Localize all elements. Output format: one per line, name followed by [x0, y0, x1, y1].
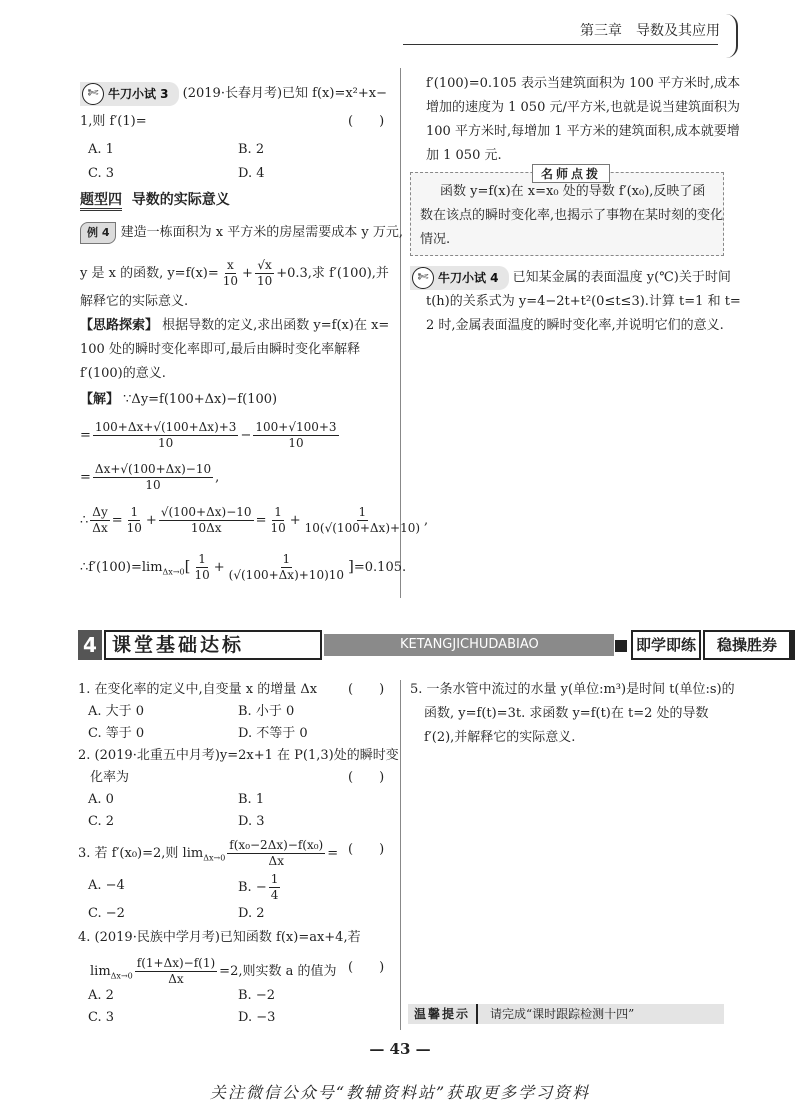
right-text-line1: f′(100)=0.105 表示当建筑面积为 100 平方米时,成本 [426, 76, 741, 91]
q2-option-d: D. 3 [238, 814, 265, 829]
solution-line1: 【解】 ∵Δy=f(100+Δx)−f(100) [80, 392, 278, 407]
idea-line3: f′(100)的意义. [80, 366, 166, 381]
column-divider-lower [400, 680, 401, 1030]
tip-line2: 数在该点的瞬时变化率,也揭示了事物在某时刻的变化 [420, 208, 724, 223]
right-text-line3: 100 平方米时,每增加 1 平方米的建筑面积,成本就要增 [426, 124, 740, 139]
q3-option-d: D. 2 [238, 906, 265, 921]
idea-line2: 100 处的瞬时变化率即可,最后由瞬时变化率解释 [80, 342, 361, 357]
q4-option-c: C. 3 [88, 1010, 115, 1025]
q2-option-b: B. 1 [238, 792, 265, 807]
q4-stem-line2: $\lim_{\Delta x\to 0}$ $\frac{f(1+\Delta x)-f(1)}{\Delta x}$ =2,则实数 a 的值为 [90, 956, 337, 986]
reminder-label: 温馨提示 [408, 1004, 478, 1024]
header-rule [403, 44, 718, 45]
q3-paren: ( ) [348, 842, 385, 857]
option-c: C. 3 [88, 166, 115, 181]
q4-option-d: D. −3 [238, 1010, 276, 1025]
solution-line4: ∴ $\frac{\Delta y}{\Delta x}$ = $\frac{1}{10}$ + $\frac{√(100+\Delta x)-10}{10\Delta x}$ = $\frac{1}{10}$ + $\frac{1}{10(√(100+\Delta x)+10)}$ , [80, 505, 429, 535]
q4-paren: ( ) [348, 960, 385, 975]
banner-square-icon [615, 640, 627, 652]
q1-paren: ( ) [348, 682, 385, 697]
q4-option-a: A. 2 [88, 988, 114, 1003]
banner-slogan-2: 稳操胜券 [703, 630, 795, 660]
try4-tag: ✄ 牛刀小试 4 [410, 266, 509, 290]
banner-pinyin: KETANGJICHUDABIAO [324, 634, 614, 656]
q3-stem: 3. 若 f′(x₀)=2,则 $\lim_{\Delta x\to 0}$ $\frac{\text{f(x₀−2Δx)−f(x₀)}}{\Delta x}$ = [78, 838, 339, 868]
q4-stem-line1: 4. (2019·民族中学月考)已知函数 f(x)=ax+4,若 [78, 930, 361, 945]
try4-line2: t(h)的关系式为 y=4−2t+t²(0≤t≤3).计算 t=1 和 t= [426, 294, 741, 309]
q5-stem-line3: f′(2),并解释它的实际意义. [424, 730, 576, 745]
try4-line1: ✄ 牛刀小试 4 已知某金属的表面温度 y(℃)关于时间 [410, 266, 731, 290]
try3-line1: ✄ 牛刀小试 3 (2019·长春月考)已知 f(x)=x²+x− [80, 82, 387, 106]
q2-option-a: A. 0 [88, 792, 114, 807]
reminder-text: 请完成“课时跟踪检测十四” [490, 1007, 635, 1021]
q1-option-b: B. 小于 0 [238, 704, 295, 719]
knife-icon: ✄ [412, 267, 434, 289]
example-tag: 例 4 [80, 222, 116, 244]
q3-option-b: B. − $\frac{1}{4}$ [238, 872, 279, 902]
footer-watermark: 关注微信公众号“教辅资料站”获取更多学习资料 [209, 1083, 591, 1102]
q1-option-c: C. 等于 0 [88, 726, 145, 741]
try3-line2: 1,则 f′(1)= [80, 114, 147, 129]
banner-number: 4 [78, 630, 102, 660]
q5-stem-line1: 5. 一条水管中流过的水量 y(单位:m³)是时间 t(单位:s)的 [410, 682, 735, 697]
header-curl-ornament [726, 14, 738, 58]
solution-line5: $\therefore f'(100)=\lim_{\Delta x\to 0}$[ $\frac{1}{10}$ + $\frac{1}{(√(100+\Delta x)+10)10}$ ]=0.105. [80, 552, 407, 582]
solution-line3: = $\frac{\Delta x+√(100+\Delta x)-10}{10}$ , [80, 462, 220, 492]
q2-option-c: C. 2 [88, 814, 115, 829]
tip-line1: 函数 y=f(x)在 x=x₀ 处的导数 f′(x₀),反映了函 [440, 184, 706, 199]
q3-option-c: C. −2 [88, 906, 125, 921]
banner-slogan-1: 即学即练 [631, 630, 701, 660]
option-b: B. 2 [238, 142, 265, 157]
section-title-type4: 题型四 导数的实际意义 [80, 190, 230, 210]
example4-line3: 解释它的实际意义. [80, 294, 189, 309]
q5-stem-line2: 函数, y=f(t)=3t. 求函数 y=f(t)在 t=2 处的导数 [424, 706, 709, 721]
q3-option-a: A. −4 [88, 878, 125, 893]
q1-stem: 1. 在变化率的定义中,自变量 x 的增量 Δx [78, 682, 318, 697]
q4-option-b: B. −2 [238, 988, 275, 1003]
page-number: — 43 — [369, 1040, 431, 1058]
try4-line3: 2 时,金属表面温度的瞬时变化率,并说明它们的意义. [426, 318, 724, 333]
answer-paren: ( ) [348, 114, 385, 129]
option-a: A. 1 [88, 142, 114, 157]
right-text-line2: 增加的速度为 1 050 元/平方米,也就是说当建筑面积为 [426, 100, 740, 115]
example4-line1: 例 4 建造一栋面积为 x 平方米的房屋需要成本 y 万元, [80, 222, 403, 244]
q2-paren: ( ) [348, 770, 385, 785]
q2-stem-line2: 化率为 [90, 770, 130, 785]
right-text-line4: 加 1 050 元. [426, 148, 502, 163]
solution-line2: = $\frac{100+\Delta x+√(100+\Delta x)+3}{10}$ − $\frac{100+√100+3}{10}$ [80, 420, 337, 450]
q1-option-d: D. 不等于 0 [238, 726, 308, 741]
q2-stem-line1: 2. (2019·北重五中月考)y=2x+1 在 P(1,3)处的瞬时变 [78, 748, 399, 763]
chapter-header: 第三章 导数及其应用 [580, 23, 720, 39]
q1-option-a: A. 大于 0 [88, 704, 145, 719]
idea-line1: 【思路探索】 根据导数的定义,求出函数 y=f(x)在 x= [80, 318, 390, 333]
tip-line3: 情况. [420, 232, 451, 247]
banner-title: 课堂基础达标 [104, 630, 322, 660]
try3-tag: ✄ 牛刀小试 3 [80, 82, 179, 106]
reminder-bar [408, 1004, 724, 1024]
section-banner [78, 630, 777, 660]
example4-line2: y 是 x 的函数, y=f(x)= $\frac{x}{10}$ + $\frac{√x}{10}$ +0.3,求 f′(100),并 [80, 258, 389, 288]
option-d: D. 4 [238, 166, 265, 181]
knife-icon: ✄ [82, 83, 104, 105]
teacher-tip-title: 名师点拨 [532, 164, 610, 183]
